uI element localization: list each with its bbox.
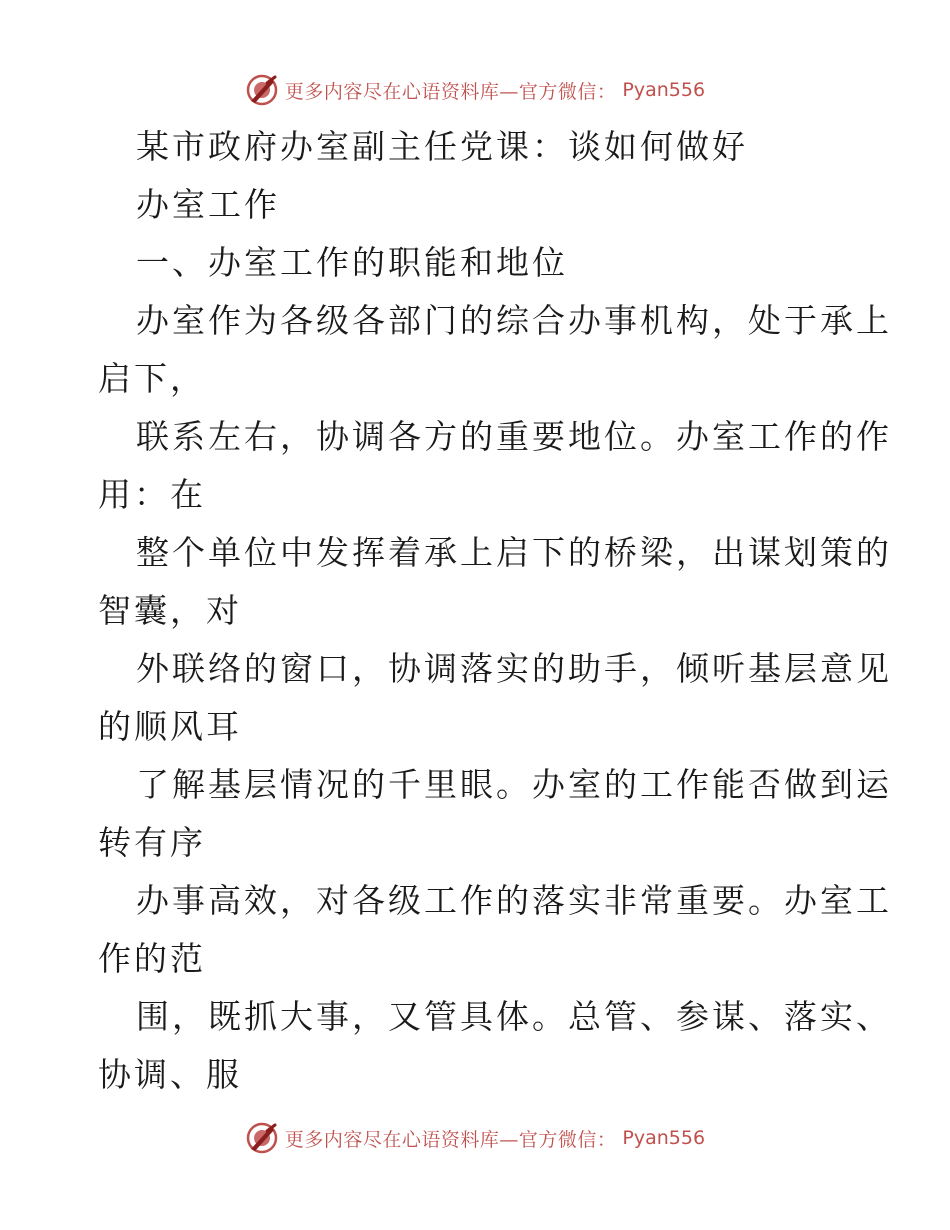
title-line-1: 某市政府办室副主任党课：谈如何做好: [136, 127, 748, 166]
paragraph-line: 用：在: [98, 475, 206, 514]
header-banner-wechat-id: Pyan556: [622, 79, 706, 101]
paragraph-line: 外联络的窗口，协调落实的助手，倾听基层意见: [136, 649, 892, 688]
header-banner: [0, 70, 950, 110]
paragraph-line: 了解基层情况的千里眼。办室的工作能否做到运: [136, 765, 892, 804]
paragraph-line: 办室作为各级各部门的综合办事机构，处于承上: [136, 301, 892, 340]
red-brush-logo-icon: [245, 1121, 279, 1155]
paragraph-line: 协调、服: [98, 1055, 242, 1094]
document-body: [98, 118, 892, 1104]
paragraph-line: 围，既抓大事，又管具体。总管、参谋、落实、: [136, 997, 892, 1036]
paragraph-line: 整个单位中发挥着承上启下的桥梁，出谋划策的: [136, 533, 892, 572]
paragraph-line: 启下，: [98, 359, 206, 398]
footer-banner-text: 更多内容尽在心语资料库—官方微信：: [284, 1128, 617, 1151]
footer-banner: [0, 1118, 950, 1158]
red-brush-logo-icon: [245, 73, 279, 107]
section-heading: 一、办室工作的职能和地位: [136, 243, 568, 282]
paragraph-line: 联系左右，协调各方的重要地位。办室工作的作: [136, 417, 892, 456]
paragraph-line: 智囊，对: [98, 591, 242, 630]
paragraph-line: 作的范: [98, 939, 206, 978]
footer-banner-wechat-id: Pyan556: [622, 1127, 706, 1149]
header-banner-text: 更多内容尽在心语资料库—官方微信：: [284, 80, 617, 103]
title-line-2: 办室工作: [136, 185, 280, 224]
paragraph-line: 转有序: [98, 823, 206, 862]
paragraph-line: 的顺风耳: [98, 707, 242, 746]
paragraph-line: 办事高效，对各级工作的落实非常重要。办室工: [136, 881, 892, 920]
